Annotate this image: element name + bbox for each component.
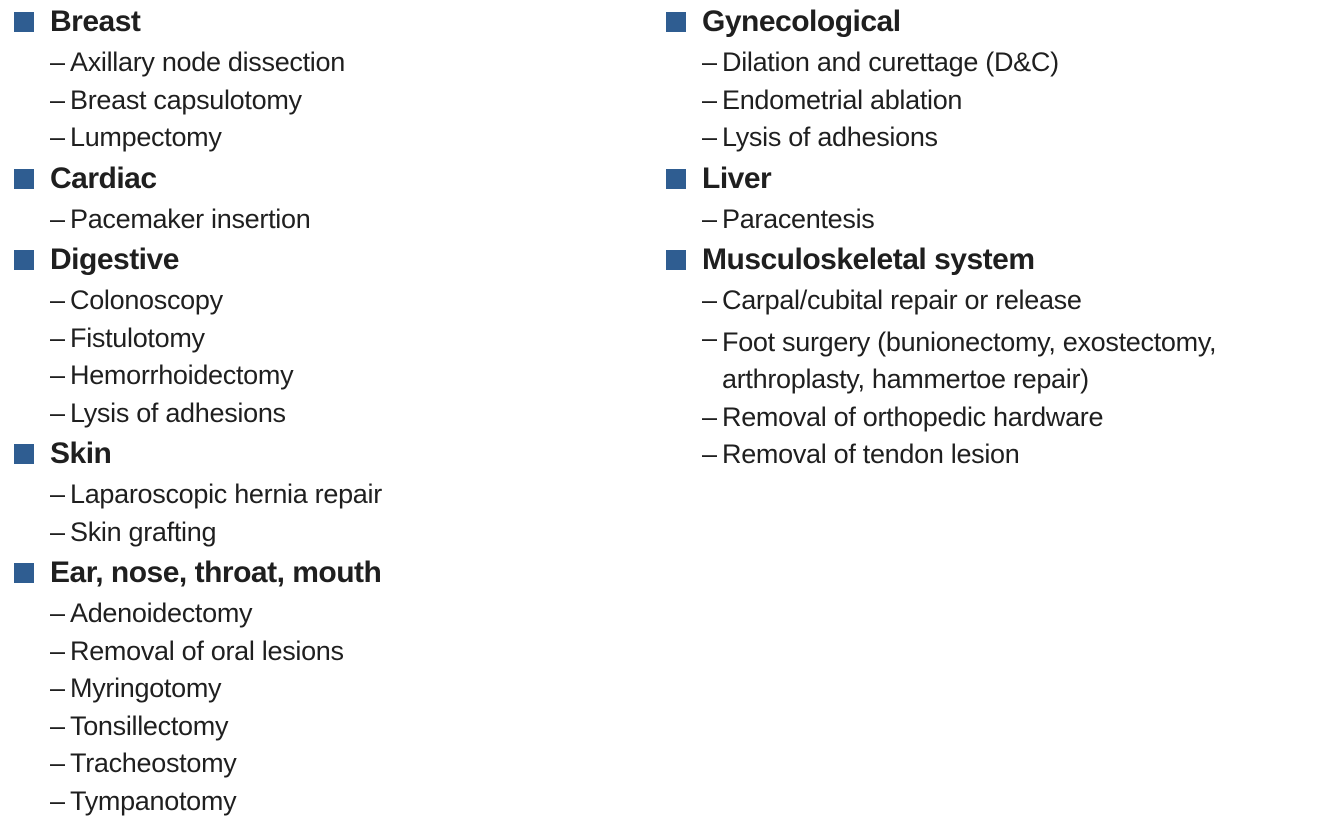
dash-icon: – <box>50 47 65 77</box>
category-label: Musculoskeletal system <box>702 243 1035 276</box>
dash-icon: – <box>50 598 65 628</box>
category-digestive <box>14 238 634 432</box>
list-item <box>14 119 634 157</box>
dash-icon: – <box>50 84 65 115</box>
list-item <box>14 670 634 708</box>
category-liver <box>666 157 1306 239</box>
list-item <box>14 476 634 514</box>
dash-icon: – <box>50 785 65 816</box>
category-header <box>14 0 634 44</box>
procedure-label: Endometrial ablation <box>722 84 963 115</box>
list-item <box>14 201 634 239</box>
square-bullet-icon <box>14 563 34 583</box>
procedure-label: Laparoscopic hernia repair <box>70 479 382 509</box>
list-item <box>666 399 1306 437</box>
dash-icon: – <box>50 516 65 547</box>
procedure-label: Breast capsulotomy <box>70 84 302 115</box>
square-bullet-icon <box>14 12 34 32</box>
procedure-label: Paracentesis <box>722 203 875 234</box>
dash-icon: – <box>50 710 65 741</box>
dash-icon: – <box>702 122 717 152</box>
square-bullet-icon <box>666 250 686 270</box>
list-item <box>14 282 634 320</box>
category-ent <box>14 551 634 820</box>
dash-icon: – <box>50 635 65 666</box>
procedure-label: Colonoscopy <box>70 285 223 315</box>
list-item <box>14 783 634 821</box>
procedure-label: Removal of oral lesions <box>70 635 344 666</box>
category-label: Liver <box>702 161 772 195</box>
list-item <box>666 44 1306 82</box>
procedure-label: Pacemaker insertion <box>70 203 311 234</box>
list-item <box>14 44 634 82</box>
category-label: Digestive <box>50 243 179 276</box>
list-item <box>14 395 634 433</box>
dash-icon: – <box>702 401 717 432</box>
procedure-label: Carpal/cubital repair or release <box>722 285 1082 315</box>
category-header <box>14 157 634 201</box>
category-gynecological <box>666 0 1306 157</box>
category-label: Ear, nose, throat, mouth <box>50 556 382 589</box>
procedure-label: Skin grafting <box>70 516 217 547</box>
category-musculoskeletal <box>666 238 1306 474</box>
list-item <box>14 745 634 783</box>
dash-icon: – <box>50 122 65 152</box>
square-bullet-icon <box>666 12 686 32</box>
procedure-list <box>14 282 634 432</box>
left-column <box>14 0 634 820</box>
list-item <box>666 320 1306 399</box>
category-breast <box>14 0 634 157</box>
category-header <box>666 238 1306 282</box>
square-bullet-icon <box>666 169 686 189</box>
procedure-label: Axillary node dissection <box>70 47 345 77</box>
square-bullet-icon <box>14 169 34 189</box>
procedure-label: Lumpectomy <box>70 122 222 152</box>
dash-icon: – <box>702 322 717 353</box>
dash-icon: – <box>702 84 717 115</box>
dash-icon: – <box>50 322 65 353</box>
square-bullet-icon <box>14 444 34 464</box>
list-item <box>666 436 1306 474</box>
dash-icon: – <box>50 673 65 703</box>
dash-icon: – <box>702 285 717 315</box>
dash-icon: – <box>50 285 65 315</box>
procedure-label: Tympanotomy <box>70 785 237 816</box>
procedure-label: Removal of orthopedic hardware <box>722 401 1104 432</box>
list-item <box>14 595 634 633</box>
dash-icon: – <box>702 203 717 234</box>
list-item <box>666 201 1306 239</box>
procedure-label: Hemorrhoidectomy <box>70 360 294 390</box>
list-item <box>666 119 1306 157</box>
procedure-list <box>14 476 634 551</box>
procedure-label: Foot surgery (bunionectomy, exostectomy, arthroplasty, hammertoe repair) <box>722 326 1217 394</box>
list-item <box>666 282 1306 320</box>
procedure-list <box>14 44 634 157</box>
procedure-list <box>666 282 1306 474</box>
dash-icon: – <box>50 203 65 234</box>
procedure-label: Tracheostomy <box>70 748 237 778</box>
procedure-list <box>666 44 1306 157</box>
list-item <box>14 633 634 671</box>
dash-icon: – <box>50 748 65 778</box>
list-item <box>666 82 1306 120</box>
procedure-label: Removal of tendon lesion <box>722 439 1020 469</box>
category-skin <box>14 432 634 551</box>
dash-icon: – <box>702 439 717 469</box>
category-label: Breast <box>50 5 141 38</box>
list-item <box>14 514 634 552</box>
right-column <box>666 0 1306 474</box>
dash-icon: – <box>702 47 717 77</box>
category-header <box>14 432 634 476</box>
procedure-label: Tonsillectomy <box>70 710 229 741</box>
category-header <box>666 0 1306 44</box>
category-cardiac <box>14 157 634 239</box>
dash-icon: – <box>50 397 65 428</box>
list-item <box>14 357 634 395</box>
square-bullet-icon <box>14 250 34 270</box>
procedure-label: Lysis of adhesions <box>722 122 938 152</box>
procedure-list <box>14 595 634 820</box>
category-header <box>14 238 634 282</box>
list-item <box>14 708 634 746</box>
procedure-label: Myringotomy <box>70 673 222 703</box>
procedure-label: Fistulotomy <box>70 322 205 353</box>
list-item <box>14 320 634 358</box>
category-label: Skin <box>50 437 112 470</box>
list-item <box>14 82 634 120</box>
procedure-label: Dilation and curettage (D&C) <box>722 47 1059 77</box>
dash-icon: – <box>50 360 65 390</box>
procedure-list <box>666 201 1306 239</box>
procedure-list <box>14 201 634 239</box>
procedure-label: Adenoidectomy <box>70 598 253 628</box>
dash-icon: – <box>50 479 65 509</box>
category-label: Cardiac <box>50 161 157 195</box>
category-label: Gynecological <box>702 5 901 38</box>
category-header <box>666 157 1306 201</box>
category-header <box>14 551 634 595</box>
procedure-label: Lysis of adhesions <box>70 397 286 428</box>
